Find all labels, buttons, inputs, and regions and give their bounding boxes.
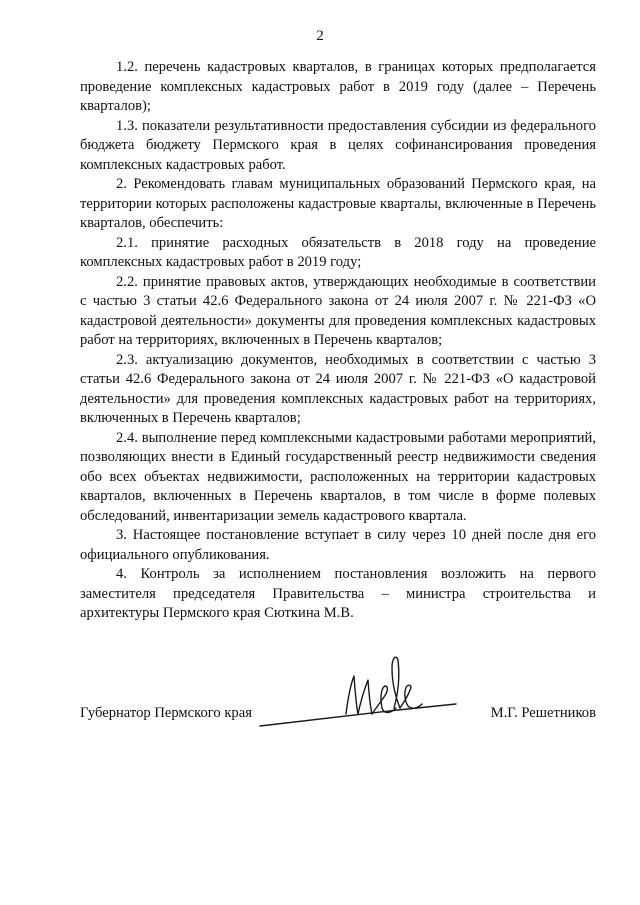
paragraph-3: 3. Настоящее постановление вступает в силу через 10 дней после дня его официального опубликования. — [80, 527, 596, 563]
page-number: 2 — [316, 28, 324, 44]
paragraph-2-3: 2.3. актуализацию документов, необходимых в соответствии с частью 3 статьи 42.6 Федерального закона от 24 июля 2007 г. № 221-ФЗ «О кадастровой деятельности» для проведения комплексных кадастровых работ на территориях, включенных в Перечень кварталов; — [80, 351, 596, 426]
paragraph-2-2: 2.2. принятие правовых актов, утверждающих необходимые в соответствии с частью 3 статьи 42.6 Федерального закона от 24 июля 2007 г. № 221-ФЗ «О кадастровой деятельности» документы для проведения комплексных кадастровых работ на территориях, включенных в Перечень кварталов; — [80, 273, 596, 348]
signatory-position: Губернатор Пермского края — [80, 705, 252, 721]
paragraph-4: 4. Контроль за исполнением постановления возложить на первого заместителя председателя Правительства – министра строительства и архитектуры Пермского края Сюткина М.В. — [80, 566, 596, 621]
paragraph-1-3: 1.3. показатели результативности предоставления субсидии из федерального бюджета бюджету Пермского края в целях софинансирования проведения комплексных кадастровых работ. — [80, 117, 596, 173]
paragraph-2-4: 2.4. выполнение перед комплексными кадастровыми работами мероприятий, позволяющих внести в Единый государственный реестр недвижимости сведения обо всех объектах недвижимости, расположенных на территории кадастровых кварталов, включенных в Перечень кварталов, в том числе в форме полевых обследований, инвентаризации земель кадастрового квартала. — [80, 429, 596, 524]
document-body — [80, 58, 596, 624]
paragraph-1-2: 1.2. перечень кадастровых кварталов, в границах которых предполагается проведение комплексных кадастровых работ в 2019 году (далее – Перечень кварталов); — [80, 59, 596, 114]
paragraph-2: 2. Рекомендовать главам муниципальных образований Пермского края, на территории которых расположены кадастровые кварталы, включенные в Перечень кварталов, обеспечить: — [80, 176, 596, 231]
paragraph-2-1: 2.1. принятие расходных обязательств в 2018 году на проведение комплексных кадастровых работ в 2019 году; — [80, 234, 596, 270]
signature-block — [80, 705, 596, 729]
signatory-name: М.Г. Решетников — [490, 705, 596, 721]
